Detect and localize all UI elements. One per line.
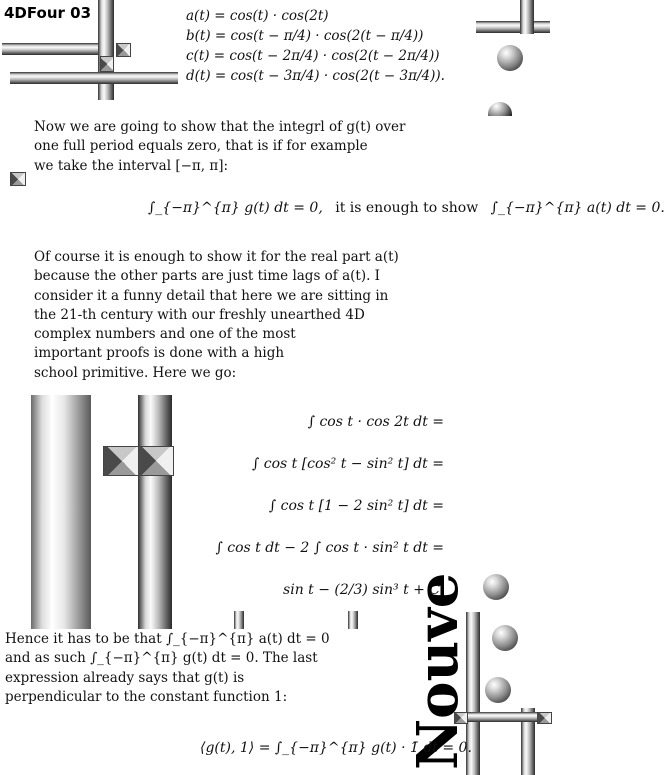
conclusion-paragraph <box>5 630 330 707</box>
decor-vertical-bar <box>98 0 114 100</box>
text-line: perpendicular to the constant function 1: <box>5 688 288 705</box>
integral-middle: it is enough to show <box>335 200 479 216</box>
text-line: we take the interval [−π, π]: <box>34 157 229 174</box>
decor-sphere <box>492 625 518 651</box>
integral-left: ∫_{−π}^{π} g(t) dt = 0, <box>148 200 323 216</box>
text-line: because the other parts are just time lags of a(t). I <box>34 268 381 285</box>
watermark-nouve: Nouve <box>405 572 471 770</box>
decor-small-bar <box>234 611 244 629</box>
decor-small-bar <box>348 611 358 629</box>
text-line: the 21-th century with our freshly unearthed 4D <box>34 306 365 323</box>
text-line: consider it a funny detail that here we are sitting in <box>34 287 389 304</box>
page-title: 4DFour 03 <box>4 4 92 22</box>
definition-c: c(t) = cos(t − 2π/4) · cos(2(t − 2π/4)) <box>186 48 440 64</box>
text-line: school primitive. Here we go: <box>34 364 237 381</box>
decor-horizontal-bar <box>10 72 178 84</box>
integral-statement <box>148 198 665 218</box>
derivation-step: ∫ cos t [cos² t − sin² t] dt = <box>251 456 444 472</box>
integral-right: ∫_{−π}^{π} a(t) dt = 0. <box>490 200 665 216</box>
decor-pyramid-block <box>116 43 131 57</box>
decor-sphere <box>485 677 511 703</box>
definition-a: a(t) = cos(t) · cos(2t) <box>186 8 329 24</box>
text-line: complex numbers and one of the most <box>34 326 296 343</box>
decor-sphere <box>497 45 523 71</box>
decor-vertical-bar <box>520 0 534 34</box>
text-line: Now we are going to show that the integrl of g(t) over <box>34 119 406 135</box>
text-line: Of course it is enough to show it for the real part a(t) <box>34 249 399 265</box>
text-line: important proofs is done with a high <box>34 345 285 362</box>
inner-product-equation: ⟨g(t), 1⟩ = ∫_{−π}^{π} g(t) · 1̄ dt = 0. <box>200 740 472 756</box>
decor-horizontal-bar <box>476 21 550 33</box>
derivation-step: ∫ cos t · cos 2t dt = <box>307 414 444 430</box>
text-line: and as such ∫_{−π}^{π} g(t) dt = 0. The last <box>5 650 318 667</box>
decor-pyramid-block <box>100 56 114 72</box>
text-line: one full period equals zero, that is if for example <box>34 138 368 155</box>
decor-sphere <box>483 574 509 600</box>
body-paragraph <box>34 248 399 383</box>
intro-paragraph <box>34 118 405 176</box>
definition-d: d(t) = cos(t − 3π/4) · cos(2(t − 3π/4)). <box>186 68 445 84</box>
text-line: expression already says that g(t) is <box>5 669 245 686</box>
decor-pyramid-block <box>103 446 141 476</box>
derivation-step: ∫ cos t dt − 2 ∫ cos t · sin² t dt = <box>215 540 444 556</box>
decor-horizontal-bar <box>2 43 98 55</box>
decor-tall-bar <box>31 395 91 629</box>
decor-pyramid-block <box>10 172 26 186</box>
function-definitions <box>186 6 445 86</box>
derivation-step: ∫ cos t [1 − 2 sin² t] dt = <box>268 498 444 514</box>
decor-pyramid-block <box>138 446 174 476</box>
text-line: Hence it has to be that ∫_{−π}^{π} a(t) dt = 0 <box>5 631 330 647</box>
decor-sphere <box>488 102 512 116</box>
derivation-step: sin t − (2/3) sin³ t + C. <box>283 582 444 598</box>
decor-vertical-bar <box>138 395 172 629</box>
definition-b: b(t) = cos(t − π/4) · cos(2(t − π/4)) <box>186 28 424 44</box>
decor-pyramid-block <box>537 712 552 724</box>
